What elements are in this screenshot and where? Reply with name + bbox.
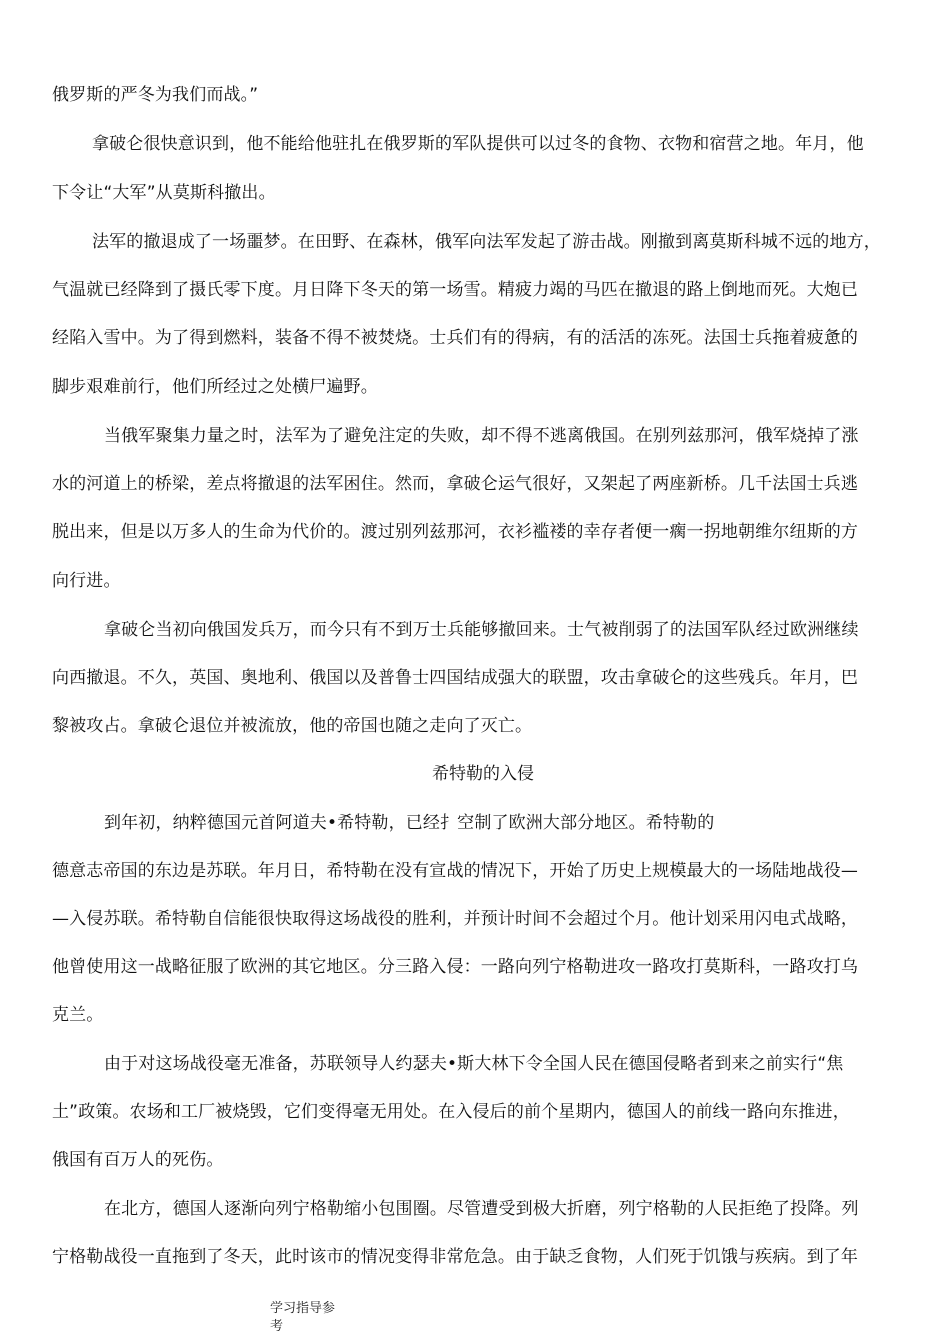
text-line: 俄罗斯的严冬为我们而战。” bbox=[52, 85, 259, 105]
text-line: 他曾使用这一战略征服了欧洲的其它地区。分三路入侵：一路向列宁格勒进攻一路攻打莫斯科，一路攻打乌 bbox=[52, 957, 859, 977]
text-line: 脚步艰难前行，他们所经过之处横尸遍野。 bbox=[52, 377, 378, 397]
text-line: 黎被攻占。拿破仑退位并被流放，他的帝国也随之走向了灭亡。 bbox=[52, 716, 533, 736]
text-line: 经陷入雪中。为了得到燃料，装备不得不被焚烧。士兵们有的得病，有的活活的冻死。法国士兵拖着疲惫的 bbox=[52, 328, 859, 348]
text-line: 宁格勒战役一直拖到了冬天，此时该市的情况变得非常危急。由于缺乏食物，人们死于饥饿与疾病。到了年 bbox=[52, 1247, 859, 1267]
text-line: 向西撤退。不久，英国、奥地利、俄国以及普鲁士四国结成强大的联盟，攻击拿破仑的这些残兵。年月，巴 bbox=[52, 668, 859, 688]
text-line: 下令让“大军”从莫斯科撤出。 bbox=[52, 183, 276, 203]
page-footer bbox=[270, 1300, 335, 1336]
text-line: 水的河道上的桥梁，差点将撤退的法军困住。然而，拿破仑运气很好，又架起了两座新桥。几千法国士兵逃 bbox=[52, 474, 859, 494]
text-line: 到年初，纳粹德国元首阿道夫•希特勒，已经扌空制了欧洲大部分地区。希特勒的 bbox=[104, 813, 715, 833]
text-line: 德意志帝国的东边是苏联。年月日，希特勒在没有宣战的情况下，开始了历史上规模最大的一场陆地战役— bbox=[52, 861, 859, 881]
text-line: 俄国有百万人的死伤。 bbox=[52, 1150, 224, 1170]
text-line: —入侵苏联。希特勒自信能很快取得这场战役的胜利，并预计时间不会超过个月。他计划采用闪电式战略， bbox=[52, 909, 859, 929]
footer-line: 学习指导参 bbox=[270, 1301, 336, 1316]
text-line: 法军的撤退成了一场噩梦。在田野、在森林，俄军向法军发起了游击战。刚撤到离莫斯科城不远的地方， bbox=[92, 232, 881, 252]
text-line: 气温就已经降到了摄氏零下度。月日降下冬天的第一场雪。精疲力竭的马匹在撤退的路上倒地而死。大炮已 bbox=[52, 280, 859, 300]
text-line: 拿破仑很快意识到，他不能给他驻扎在俄罗斯的军队提供可以过冬的食物、衣物和宿营之地。年月，他 bbox=[92, 134, 864, 154]
text-line: 由于对这场战役毫无准备，苏联领导人约瑟夫•斯大林下令全国人民在德国侵略者到来之前实行“焦 bbox=[104, 1054, 844, 1074]
footer-line: 考 bbox=[270, 1319, 284, 1334]
text-line: 在北方，德国人逐渐向列宁格勒缩小包围圈。尽管遭受到极大折磨，列宁格勒的人民拒绝了投降。列 bbox=[104, 1199, 859, 1219]
text-line: 拿破仑当初向俄国发兵万，而今只有不到万士兵能够撤回来。士气被削弱了的法国军队经过欧洲继续 bbox=[104, 620, 859, 640]
section-heading: 希特勒的入侵 bbox=[432, 764, 534, 784]
text-line: 克兰。 bbox=[52, 1005, 104, 1025]
text-line: 脱出来，但是以万多人的生命为代价的。渡过别列兹那河，衣衫褴褛的幸存者便一瘸一拐地朝维尔纽斯的方 bbox=[52, 522, 859, 542]
text-line: 当俄军聚集力量之时，法军为了避免注定的失败，却不得不逃离俄国。在别列兹那河，俄军烧掉了涨 bbox=[104, 426, 859, 446]
text-line: 向行进。 bbox=[52, 571, 121, 591]
text-line: 土”政策。农场和工厂被烧毁，它们变得毫无用处。在入侵后的前个星期内，德国人的前线一路向东推进， bbox=[52, 1102, 850, 1122]
